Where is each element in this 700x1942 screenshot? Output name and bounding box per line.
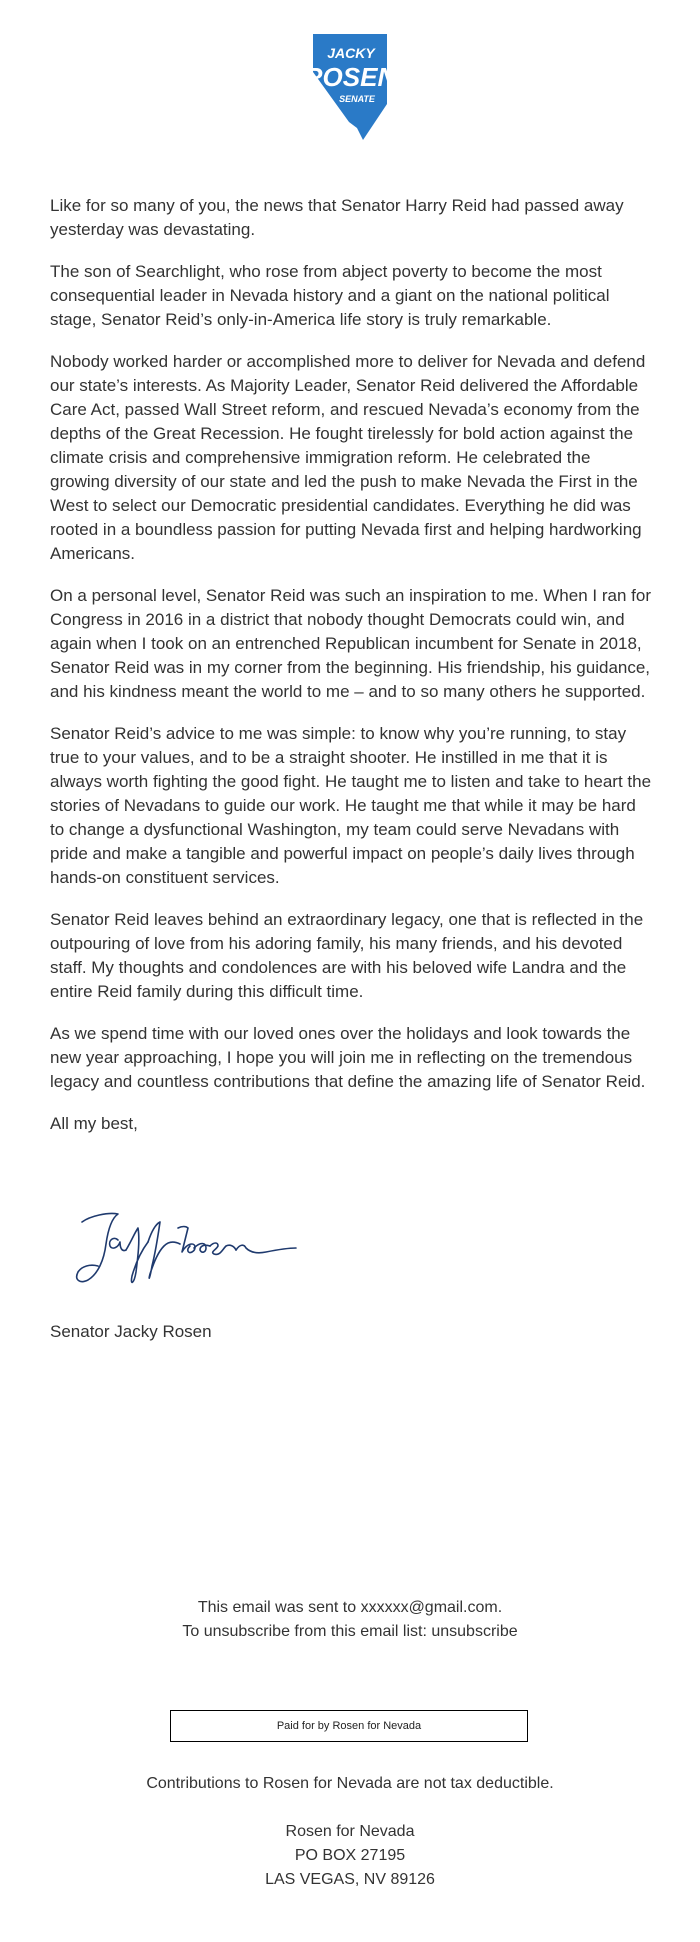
- signer-name: Senator Jacky Rosen: [50, 1322, 212, 1341]
- unsubscribe-prefix: To unsubscribe from this email list:: [182, 1623, 432, 1640]
- letter-paragraph: Senator Reid’s advice to me was simple: to know why you’re running, to stay true to your values, and to be a straight shooter. He instilled in me that it is always worth fighting the good fight. He taught me to listen and take to heart the stories of Nevadans to guide our work. He taught me that while it may be hard to change a dysfunctional Washington, my team could serve Nevadans with pride and make a tangible and powerful impact on people’s daily lives through hands-on constituent services.: [50, 724, 652, 887]
- letter-paragraph: The son of Searchlight, who rose from abject poverty to become the most consequential leader in Nevada history and a giant on the national political stage, Senator Reid’s only-in-America life story is truly remarkable.: [50, 262, 610, 329]
- paid-for-disclaimer: [170, 1710, 528, 1742]
- logo-line-1: JACKY: [327, 45, 375, 61]
- paid-for-text: Paid for by Rosen for Nevada: [276, 1720, 422, 1732]
- address-name: Rosen for Nevada: [285, 1823, 415, 1840]
- logo-line-3: SENATE: [339, 94, 375, 104]
- letter-paragraph: As we spend time with our loved ones over the holidays and look towards the new year approaching, I hope you will join me in reflecting on the tremendous legacy and countless contributions that define the amazing life of Senator Reid.: [50, 1024, 646, 1091]
- email-notice: [0, 1596, 700, 1644]
- sent-to-prefix: This email was sent to: [197, 1599, 361, 1616]
- letter-body: [50, 194, 652, 1154]
- tax-deductible-note: Contributions to Rosen for Nevada are not tax deductible.: [146, 1775, 554, 1792]
- letter-paragraph: Like for so many of you, the news that Senator Harry Reid had passed away yesterday was devastating.: [50, 196, 624, 239]
- logo-line-2: ROSEN: [305, 62, 395, 92]
- letter-paragraph: Senator Reid leaves behind an extraordinary legacy, one that is reflected in the outpouring of love from his adoring family, his many friends, and his devoted staff. My thoughts and condolences are with his beloved wife Landra and the entire Reid family during this difficult time.: [50, 910, 644, 1001]
- mailing-address: [0, 1820, 700, 1892]
- unsubscribe-link[interactable]: unsubscribe: [431, 1623, 518, 1640]
- sent-to-line: [0, 1596, 700, 1620]
- signature-icon: [60, 1200, 340, 1290]
- nevada-logo-icon: [305, 32, 395, 142]
- unsubscribe-line: [0, 1620, 700, 1644]
- campaign-logo[interactable]: [305, 32, 395, 142]
- address-city: LAS VEGAS, NV 89126: [265, 1871, 435, 1888]
- recipient-email: xxxxxx@gmail.com.: [360, 1599, 503, 1616]
- address-po-box: PO BOX 27195: [294, 1847, 406, 1864]
- handwritten-signature: [60, 1200, 340, 1290]
- letter-paragraph: On a personal level, Senator Reid was such an inspiration to me. When I ran for Congress in 2016 in a district that nobody thought Democrats could win, and again when I took on an entrenched Republican incumbent for Senate in 2018, Senator Reid was in my corner from the beginning. His friendship, his guidance, and his kindness meant the world to me – and to so many others he supported.: [50, 586, 651, 701]
- letter-paragraph: Nobody worked harder or accomplished more to deliver for Nevada and defend our state’s interests. As Majority Leader, Senator Reid delivered the Affordable Care Act, passed Wall Street reform, and rescued Nevada’s economy from the depths of the Great Recession. He fought tirelessly for bold action against the climate crisis and comprehensive immigration reform. He celebrated the growing diversity of our state and led the push to make Nevada the First in the West to select our Democratic presidential candidates. Everything he did was rooted in a boundless passion for putting Nevada first and helping hardworking Americans.: [50, 352, 646, 563]
- letter-closing: All my best,: [50, 1114, 138, 1133]
